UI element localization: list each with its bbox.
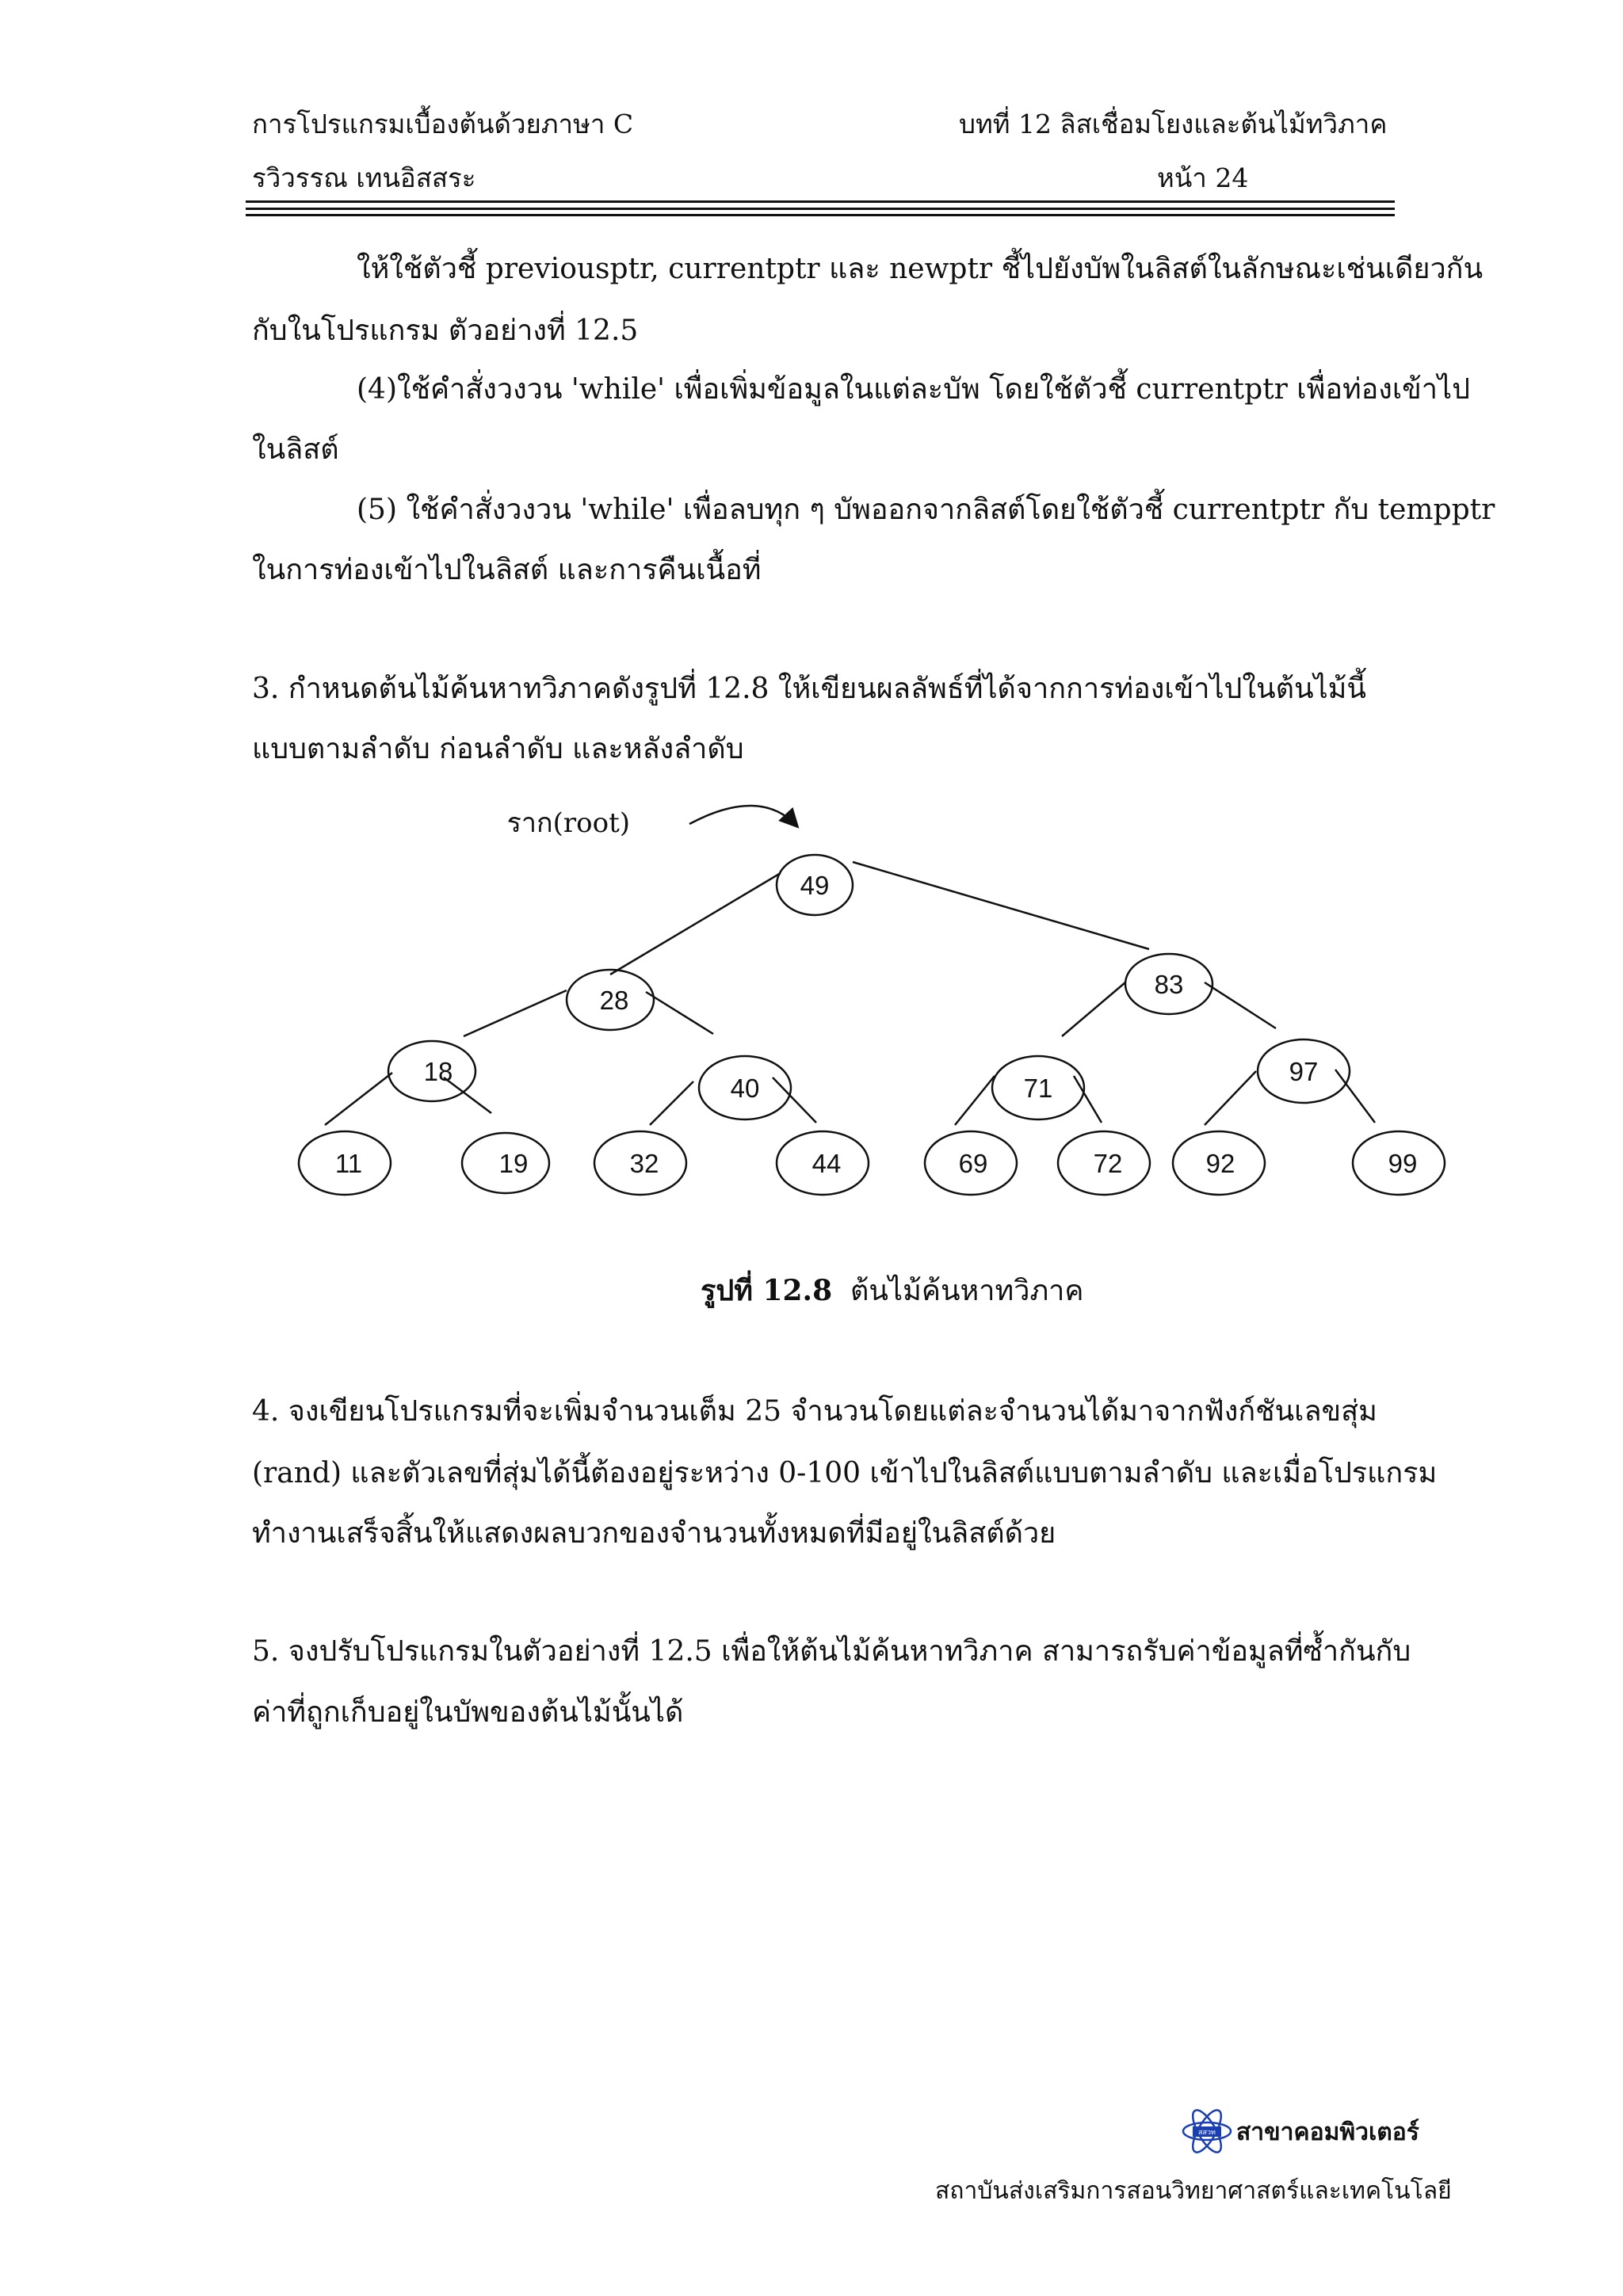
tree-node-44: 44 <box>812 1149 842 1178</box>
question-5-line1: 5. จงปรับโปรแกรมในตัวอย่างที่ 12.5 เพื่อให้ต้นไม้ค้นหาทวิภาค สามารถรับค่าข้อมูลที่ซ้ำกันกับ <box>252 1635 1411 1668</box>
question-3-line2: แบบตามลำดับ ก่อนลำดับ และหลังลำดับ <box>252 733 744 765</box>
edge-40-32 <box>650 1081 693 1125</box>
tree-node-49: 49 <box>800 871 830 900</box>
edge-83-97 <box>1205 982 1276 1028</box>
institute-logo-text: สสวท <box>1198 2129 1216 2137</box>
paragraph-pointers-line1: ให้ใช้ตัวชี้ previousptr, currentptr และ newptr ชี้ไปยังบัพในลิสต์ในลักษณะเช่นเดียวกัน <box>357 253 1484 285</box>
edge-28-18 <box>464 990 567 1036</box>
header-page-number: หน้า 24 <box>1157 162 1249 193</box>
tree-node-19: 19 <box>498 1149 529 1178</box>
header-book-title: การโปรแกรมเบื้องต้นด้วยภาษา C <box>252 109 634 139</box>
figure-caption-text: ต้นไม้ค้นหาทวิภาค <box>850 1275 1084 1307</box>
paragraph-pointers-line2: กับในโปรแกรม ตัวอย่างที่ 12.5 <box>252 315 639 347</box>
root-pointer-arrow <box>689 806 796 826</box>
tree-node-99: 99 <box>1388 1149 1418 1178</box>
institute-logo-icon <box>1179 2103 1235 2159</box>
tree-node-83: 83 <box>1154 970 1184 999</box>
header-rule-top <box>246 200 1395 203</box>
paragraph-step4-line1: (4)ใช้คำสั่งวงวน 'while' เพื่อเพิ่มข้อมูลในแต่ละบัพ โดยใช้ตัวชี้ currentptr เพื่อท่องเข้าไป <box>357 373 1470 406</box>
figure-caption-number: รูปที่ 12.8 <box>701 1274 833 1307</box>
paragraph-step5-line2: ในการท่องเข้าไปในลิสต์ และการคืนเนื้อที่ <box>252 554 762 586</box>
edge-71-72 <box>1074 1076 1102 1123</box>
tree-node-92: 92 <box>1205 1149 1235 1178</box>
paragraph-step4-line2: ในลิสต์ <box>252 433 339 466</box>
tree-node-28: 28 <box>599 986 629 1015</box>
edge-18-11 <box>325 1073 392 1125</box>
footer-institute: สถาบันส่งเสริมการสอนวิทยาศาสตร์และเทคโนโลยี <box>935 2177 1452 2205</box>
footer-department: สาขาคอมพิวเตอร์ <box>1236 2119 1419 2146</box>
tree-node-69: 69 <box>958 1149 988 1178</box>
edge-83-71 <box>1062 982 1125 1036</box>
question-5-line2: ค่าที่ถูกเก็บอยู่ในบัพของต้นไม้นั้นได้ <box>252 1696 684 1729</box>
header-chapter: บทที่ 12 ลิสเชื่อมโยงและต้นไม้ทวิภาค <box>959 109 1388 139</box>
edge-49-83 <box>853 862 1149 949</box>
edge-28-40 <box>646 992 713 1034</box>
figure-caption <box>701 1268 1083 1313</box>
edge-40-44 <box>773 1077 816 1123</box>
edge-71-69 <box>955 1076 995 1125</box>
edge-97-92 <box>1205 1071 1256 1125</box>
tree-node-18: 18 <box>423 1057 453 1086</box>
root-label: ราก(root) <box>506 807 630 839</box>
question-3-line1: 3. กำหนดต้นไม้ค้นหาทวิภาคดังรูปที่ 12.8 ให้เขียนผลลัพธ์ที่ได้จากการท่องเข้าไปในต้นไม้นี้ <box>252 673 1367 705</box>
edge-49-28 <box>610 873 781 974</box>
header-rule-middle <box>246 208 1395 210</box>
question-4-line1: 4. จงเขียนโปรแกรมที่จะเพิ่มจำนวนเต็ม 25 จำนวนโดยแต่ละจำนวนได้มาจากฟังก์ชันเลขสุ่ม <box>252 1395 1377 1428</box>
tree-node-97: 97 <box>1289 1057 1319 1086</box>
question-4-line2: (rand) และตัวเลขที่สุ่มได้นี้ต้องอยู่ระหว่าง 0-100 เข้าไปในลิสต์แบบตามลำดับ และเมื่อโปรแกรม <box>252 1457 1438 1489</box>
binary-search-tree-diagram <box>0 776 1623 1220</box>
header-rule-bottom <box>246 214 1395 216</box>
edge-97-99 <box>1335 1070 1375 1123</box>
tree-node-71: 71 <box>1023 1074 1053 1103</box>
tree-node-72: 72 <box>1093 1149 1123 1178</box>
question-4-line3: ทำงานเสร็จสิ้นให้แสดงผลบวกของจำนวนทั้งหมดที่มีอยู่ในลิสต์ด้วย <box>252 1517 1056 1550</box>
tree-node-32: 32 <box>629 1149 659 1178</box>
tree-node-11: 11 <box>334 1149 363 1178</box>
paragraph-step5-line1: (5) ใช้คำสั่งวงวน 'while' เพื่อลบทุก ๆ บัพออกจากลิสต์โดยใช้ตัวชี้ currentptr กับ tempptr <box>357 494 1495 526</box>
tree-node-40: 40 <box>730 1074 760 1103</box>
header-author: รวิวรรณ เทนอิสสระ <box>252 162 476 193</box>
